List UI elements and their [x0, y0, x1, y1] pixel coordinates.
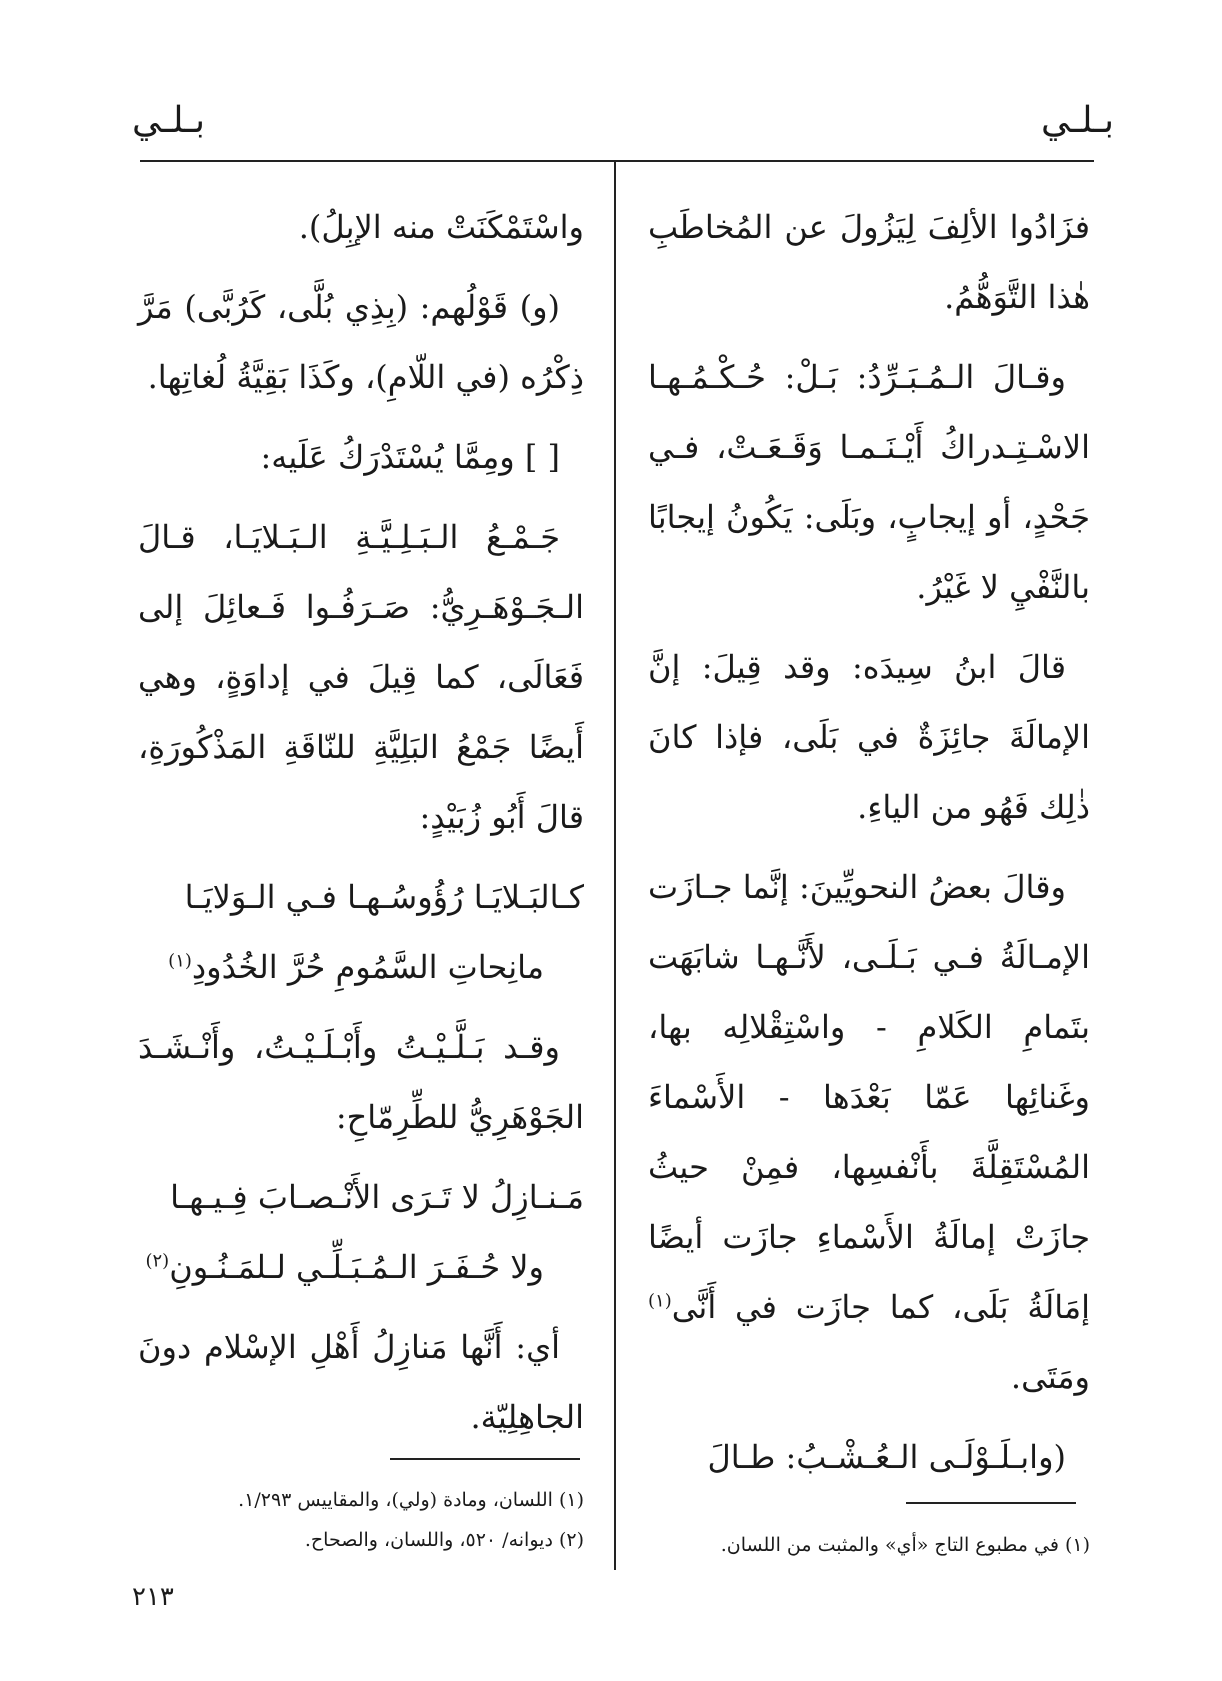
footnote-marker: (١) — [168, 950, 192, 972]
page-number: ٢١٣ — [132, 1582, 174, 1612]
left-column — [138, 192, 584, 1462]
paragraph: وقـد بَـلَّـيْـتُ وأَبْـلَـيْـتُ، وأَنْـشَـدَ الجَوْهَرِيُّ للطِّرِمّاحِ: — [138, 1028, 584, 1136]
paragraph — [648, 852, 1090, 1412]
right-column — [648, 192, 1090, 1502]
paragraph: فزَادُوا الألِفَ لِيَزُولَ عن المُخاطَبِ هٰذا التَّوَهُّمُ. — [648, 208, 1090, 316]
paragraph: قالَ ابنُ سِيدَه: وقد قِيلَ: إنَّ الإمالَةَ جائِزَةٌ في بَلَى، فإذا كانَ ذٰلِك فَهُو من الياءِ. — [648, 648, 1090, 826]
paragraph: وقـالَ الـمُـبَـرِّدُ: بَـلْ: حُـكْـمُـهـا الاسْـتِـدراكُ أَيْـنَـمـا وَقَـعَـتْ، فـي جَحْدٍ، أو إيجابٍ، وبَلَى: يَكُونُ إيجابًا بالنَّفْيِ لا غَيْرُ. — [648, 358, 1090, 606]
paragraph: جَـمْـعُ الـبَـلِـيَّـةِ الـبَـلايَـا، قـالَ الـجَـوْهَـرِيُّ: صَـرَفُـوا فَـعائِلَ إلى فَعَالَى، كما قِيلَ في إداوَةٍ، وهي أَيضًا جَمْعُ البَلِيَّةِ للنّاقَةِ المَذْكُورَةِ، قالَ أَبُو زُبَيْدٍ: — [138, 518, 584, 836]
footnotes-right — [648, 1525, 1090, 1565]
verse-line: مَـنـازِلُ لا تَـرَى الأَنْـصـابَ فِـيـهـا — [170, 1178, 584, 1216]
paragraph: [ ] ومِمَّا يُسْتَدْرَكُ عَلَيه: — [260, 438, 560, 476]
verse-line: كـالبَـلايَـا رُؤُوسُـهـا فـي الـوَلايَـا — [184, 878, 584, 916]
paragraph-text: ومَتَى. — [1010, 1358, 1090, 1396]
paragraph: (وابـلَـوْلَـى الـعُـشْـبُ: طـالَ — [707, 1438, 1066, 1476]
paragraph: أي: أَنَّها مَنازِلُ أَهْلِ الإسْلام دونَ الجاهِلِيّة. — [138, 1328, 584, 1436]
footnote-rule — [906, 1502, 1076, 1504]
verse-line — [138, 932, 584, 1002]
footnotes-left — [138, 1480, 584, 1560]
footnote-marker: (١) — [648, 1290, 672, 1312]
footnote: (١) في مطبوع التاج «أي» والمثبت من اللسان. — [720, 1534, 1090, 1556]
header-rule — [140, 160, 1094, 162]
footnote-rule — [390, 1458, 580, 1460]
paragraph-text: وقالَ بعضُ النحويِّينَ: إنَّما جـازَت الإمـالَةُ فـي بَـلَـى، لأَنَّـهـا شابَهَت بتَمامِ الكَلامِ - واسْتِقْلالِه بها، وغَنائِها عَمّا بَعْدَها - الأَسْماءَ المُسْتَقِلَّةَ بأَنْفسِها، فمِنْ حيثُ جازَتْ إمالَةُ الأَسْماءِ جازَت أيضًا إمَالَةُ بَلَى، كما جازَت في أَنَّى — [648, 868, 1090, 1326]
footnote: (١) اللسان، ومادة (ولي)، والمقاييس ١/٢٩٣. — [238, 1489, 584, 1511]
footnote-marker: (٢) — [145, 1250, 170, 1272]
footnote: (٢) ديوانه/ ٥٢٠، واللسان، والصحاح. — [304, 1529, 584, 1551]
verse-text: مانِحاتِ السَّمُومِ حُرَّ الخُدُودِ — [191, 948, 544, 986]
paragraph: (و) قَوْلُهم: (بِذِي بُلَّى، كَرُبَّى) مَرَّ ذِكْرُه (في اللّامِ)، وكَذَا بَقِيَّةُ لُغاتِها. — [138, 288, 584, 396]
running-header-left: بـلـي — [132, 100, 206, 141]
verse-line — [138, 1232, 584, 1302]
column-divider — [614, 160, 616, 1570]
paragraph: واسْتَمْكَنَتْ منه الإبِلُ). — [298, 208, 584, 246]
running-header-right: بـلـي — [1040, 100, 1114, 141]
verse-text: ولا حُـفَـرَ الـمُـبَـلِّـي لـلمَـنُـونِ — [169, 1248, 544, 1286]
